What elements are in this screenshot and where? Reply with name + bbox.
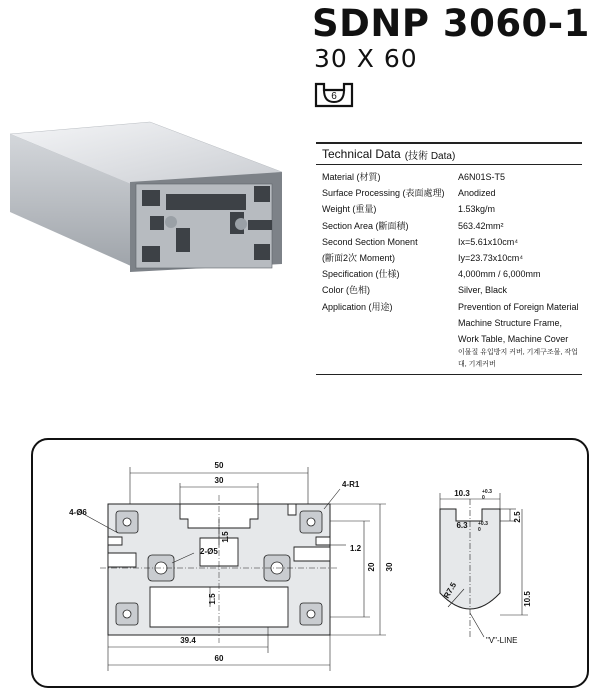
spec-value: Silver, Black [458, 285, 508, 296]
dim-width-total: 60 [214, 654, 224, 663]
spec-label: Weight (重量) [322, 204, 377, 215]
label-v-line: "V"-LINE [486, 636, 518, 645]
dim-inner-height: 20 [367, 562, 376, 572]
spec-label [316, 315, 458, 331]
label-hole: 4-Ø6 [69, 508, 87, 517]
spec-row-color [316, 282, 582, 298]
dim-slot-width-inner-tol: +0.3 [478, 521, 488, 527]
corner-hole [123, 518, 131, 526]
spec-row-moment-y [316, 250, 582, 266]
slot-size-icon-label: 6 [331, 91, 337, 102]
spec-row-material [316, 169, 582, 185]
spec-row-application-2 [316, 315, 582, 331]
spec-label: Specification (仕様) [322, 269, 400, 280]
spec-row-application-3 [316, 331, 582, 347]
spec-label: Surface Processing (表面處理) [322, 188, 445, 199]
spec-value: Ix=5.61x10cm⁴ [458, 236, 519, 247]
dim-slot-width-top-tol-base: 0 [482, 495, 485, 501]
spec-value: 4,000mm / 6,000mm [458, 269, 541, 280]
spec-value: Prevention of Foreign Material [458, 301, 579, 312]
right-slot [316, 537, 330, 545]
corner-hole [307, 610, 315, 618]
dim-width-top: 50 [214, 461, 224, 470]
spec-value: Machine Structure Frame, [458, 317, 563, 328]
spec-row-surface [316, 185, 582, 201]
left-slot [108, 537, 122, 545]
dim-outer-height: 30 [385, 562, 394, 572]
spec-label: Color (色相) [322, 285, 371, 296]
label-radius: 4-R1 [342, 480, 360, 489]
corner-hole [307, 518, 315, 526]
spec-value: Anodized [458, 188, 496, 199]
spec-row-moment-x [316, 234, 582, 250]
slot-size-icon [314, 80, 354, 110]
spec-label: Application (用途) [322, 301, 393, 312]
application-note-korean: 이물질 유입방지 커버, 기계구조물, 작업대, 기계커버 [458, 349, 578, 369]
right-inner-notch [294, 547, 330, 561]
spec-value: 1.53kg/m [458, 204, 496, 215]
spec-label: Material (材質) [322, 172, 381, 182]
spec-row-weight [316, 201, 582, 217]
spec-row-specification [316, 266, 582, 282]
spec-label: (斷面2次 Moment) [322, 253, 396, 264]
spec-label [316, 347, 458, 371]
spec-row-note [316, 347, 582, 371]
spec-row-application [316, 299, 582, 315]
technical-drawing [30, 437, 590, 689]
table-bottom-rule [316, 374, 582, 375]
spec-label: Second Section Monent [322, 236, 418, 247]
technical-data-title: Technical Data [322, 147, 401, 161]
spec-value: A6N01S-T5 [458, 172, 506, 182]
dim-slot-radius: R7.5 [441, 580, 459, 600]
label-bore: 2-Ø5 [200, 547, 218, 556]
spec-label: Section Area (斷面積) [322, 220, 409, 231]
left-inner-notch [108, 553, 136, 567]
dim-slot-depth-total: 10.5 [523, 591, 532, 607]
dim-slot-width-inner-tol-base: 0 [478, 527, 481, 533]
dim-thickness-left: 1.5 [221, 531, 230, 543]
dim-width-slot: 30 [214, 476, 224, 485]
dim-thickness-bottom: 1.5 [208, 593, 217, 605]
spec-label [316, 331, 458, 347]
dim-bottom: 39.4 [180, 636, 196, 645]
technical-data-table [316, 142, 582, 375]
dim-slot-width-top: 10.3 [454, 489, 470, 498]
spec-value: Work Table, Machine Cover [458, 334, 569, 345]
spec-row-section-area [316, 218, 582, 234]
product-size: 30 X 60 [314, 44, 418, 73]
corner-hole [123, 610, 131, 618]
dim-slot-width-inner: 6.3 [456, 521, 468, 530]
dim-wall-right: 1.2 [350, 544, 362, 553]
dim-slot-depth-top: 2.5 [513, 511, 522, 523]
product-title: SDNP 3060-1 [312, 2, 590, 45]
technical-data-title-sub: (技術 Data) [404, 150, 456, 162]
spec-value: 563.42mm² [458, 220, 504, 231]
right-top-slot [288, 504, 296, 515]
profile-3d-render [0, 112, 300, 282]
technical-data-header [316, 142, 582, 165]
spec-value: Iy=23.73x10cm⁴ [458, 253, 524, 264]
dim-slot-width-top-tol: +0.3 [482, 489, 492, 495]
